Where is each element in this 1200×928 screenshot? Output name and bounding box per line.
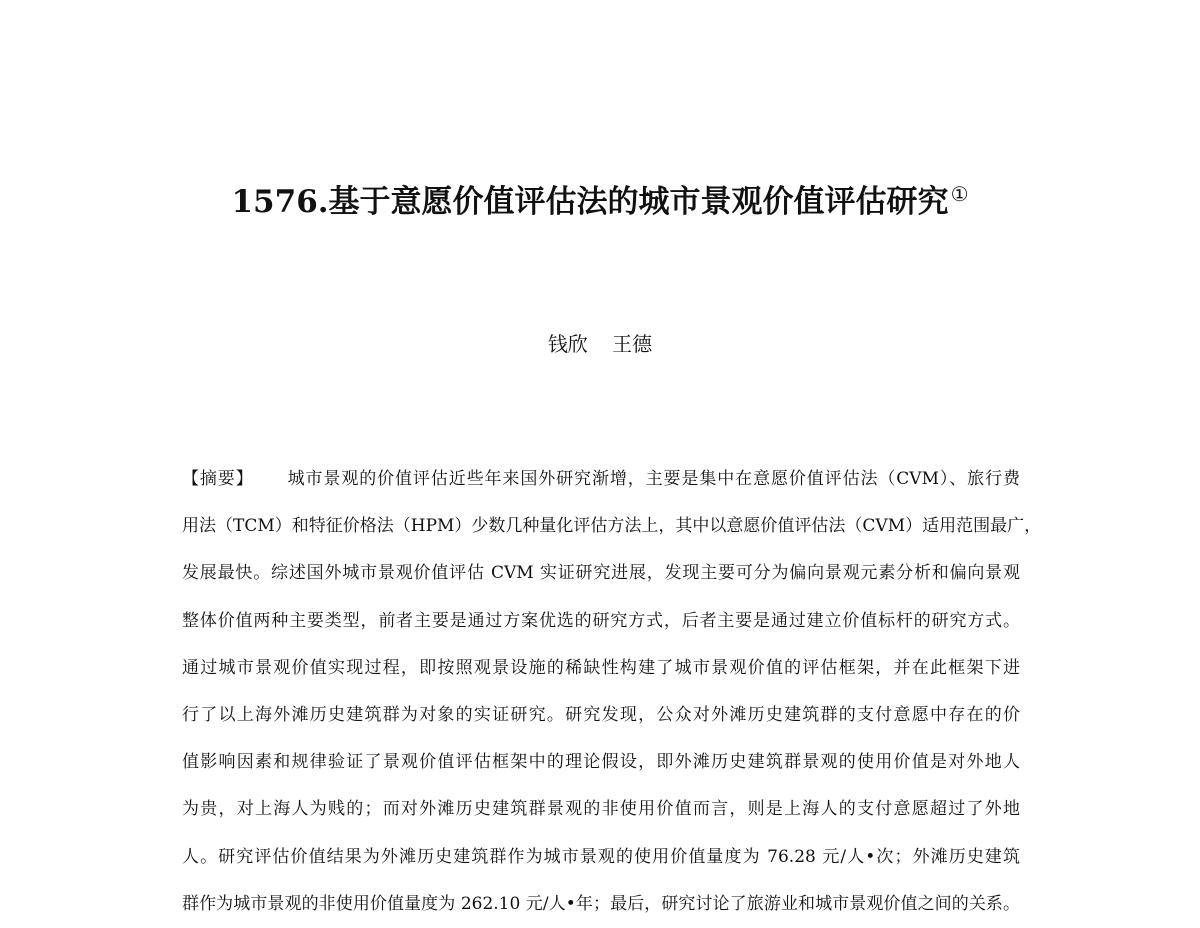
abstract-line	[182, 456, 1020, 503]
abstract-line: 群作为城市景观的非使用价值量度为 262.10 元/人•年；最后，研究讨论了旅游业和城市景观价值之间的关系。	[182, 893, 1020, 914]
abstract-line: 通过城市景观价值实现过程，即按照观景设施的稀缺性构建了城市景观价值的评估框架，并在此框架下进	[182, 657, 1020, 678]
abstract-line: 值影响因素和规律验证了景观价值评估框架中的理论假设，即外滩历史建筑群景观的使用价值是对外地人	[182, 752, 1020, 773]
abstract-line: 人。研究评估价值结果为外滩历史建筑群作为城市景观的使用价值量度为 76.28 元/人•次；外滩历史建筑	[182, 846, 1020, 867]
author-name: 王德	[612, 332, 653, 356]
paper-title-text: 1576.基于意愿价值评估法的城市景观价值评估研究	[231, 184, 949, 220]
abstract-line: 整体价值两种主要类型，前者主要是通过方案优选的研究方式，后者主要是通过建立价值标杆的研究方式。	[182, 610, 1020, 631]
abstract-line: 用法（TCM）和特征价格法（HPM）少数几种量化评估方法上，其中以意愿价值评估法（CVM）适用范围最广，	[182, 516, 1042, 537]
author-name: 钱欣	[547, 332, 588, 356]
abstract	[182, 456, 1042, 928]
footnote-marker: ①	[950, 181, 969, 206]
author-list	[0, 328, 1200, 360]
abstract-label: 【摘要】	[182, 469, 254, 489]
paper-title	[0, 180, 1200, 224]
abstract-line-text: 城市景观的价值评估近些年来国外研究渐增，主要是集中在意愿价值评估法（CVM）、旅行费	[287, 469, 1020, 489]
abstract-line: 发展最快。综述国外城市景观价值评估 CVM 实证研究进展，发现主要可分为偏向景观元素分析和偏向景观	[182, 563, 1020, 584]
abstract-line: 为贵，对上海人为贱的；而对外滩历史建筑群景观的非使用价值而言，则是上海人的支付意愿超过了外地	[182, 799, 1020, 820]
abstract-line: 行了以上海外滩历史建筑群为对象的实证研究。研究发现，公众对外滩历史建筑群的支付意愿中存在的价	[182, 704, 1020, 725]
